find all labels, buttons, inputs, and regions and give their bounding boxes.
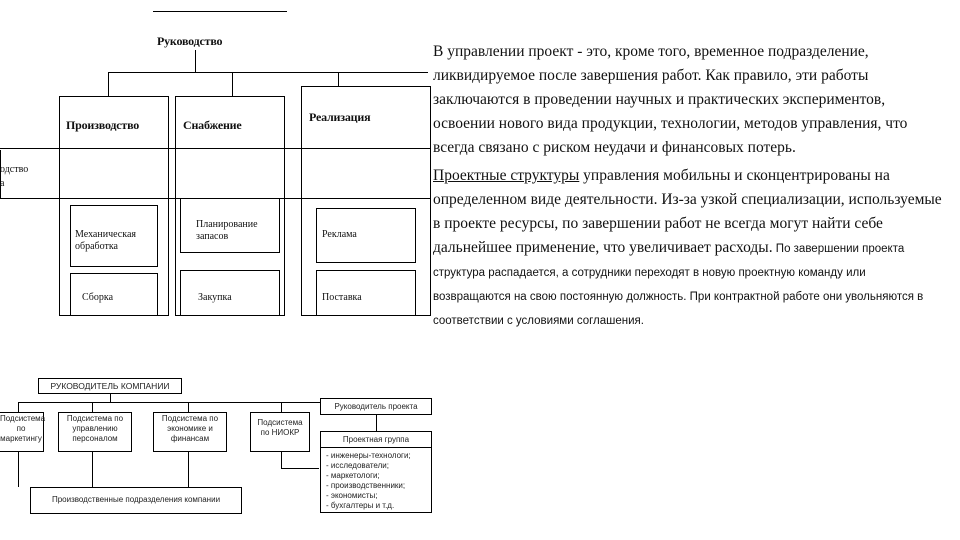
rnd-subsystem-label: Подсистема по НИОКР [257, 418, 303, 437]
group-member: - производственники; [326, 481, 406, 490]
connector [376, 415, 377, 431]
finance-subsystem-label: Подсистема по экономике и финансам [161, 414, 219, 443]
group-member: - исследователи; [326, 461, 389, 470]
connector [18, 452, 19, 487]
group-member: - маркетологи; [326, 471, 380, 480]
connector [92, 402, 93, 412]
connector [92, 452, 93, 487]
group-member: - бухгалтеры и т.д. [326, 501, 395, 510]
project-manager-label: Руководитель проекта [334, 402, 418, 411]
paragraph-project-definition: В управлении проект - это, кроме того, временное подразделение, ликвидируемое после завершения работ. Как правило, эти работы заключаются в проведении научных и практических экспериментов, освоении нового вида продукции, технологии, методов управления, что всегда связано с риском неудачи и финансовых потерь. [433, 43, 908, 156]
connector [188, 452, 189, 487]
cut-department-label: одство [0, 164, 29, 175]
paragraph-body: управления мобильны и сконцентрированы на определенном виде деятельности. Из-за узкой специализации, используемые в проекте ресурсы, по завершении работ не всегда могут найти себе дальнейшее применение, что увеличивает расходы. [433, 167, 942, 256]
purchase-label: Закупка [198, 292, 232, 303]
connector [18, 402, 19, 412]
paragraph-small-text: По завершении проекта структура распадается, а сотрудники переходят в новую проектную команду или возвращаются на свою постоянную должность. При контрактной работе они увольняются в соответствии с условиями соглашения. [433, 243, 924, 327]
text-column [433, 40, 945, 332]
connector [108, 72, 428, 73]
assembly-label: Сборка [82, 292, 114, 303]
delivery-label: Поставка [322, 292, 362, 303]
production-units-label: Производственные подразделения компании [51, 495, 221, 504]
cut-department-label: а [0, 178, 5, 189]
connector [110, 394, 111, 402]
mechanical-processing-label: Механическая обработка [75, 229, 136, 252]
marketing-subsystem-label: Подсистема по маркетингу [0, 414, 46, 443]
group-divider [320, 447, 432, 448]
connector [281, 468, 319, 469]
connector [195, 50, 196, 72]
connector [232, 72, 233, 96]
connector [18, 402, 320, 403]
crop-mask [0, 316, 432, 356]
term-project-structures: Проектные структуры [433, 167, 580, 184]
connector [281, 402, 282, 412]
divider-line [0, 148, 431, 149]
connector [281, 452, 282, 468]
group-member: - экономисты; [326, 491, 378, 500]
connector [338, 72, 339, 86]
advertising-label: Реклама [322, 229, 357, 240]
paragraph-project-structures [433, 164, 945, 332]
stock-planning-label: Планирование запасов [196, 219, 258, 242]
project-group-title: Проектная группа [342, 435, 410, 444]
sales-label: Реализация [309, 110, 371, 124]
root-management-label: Руководство [157, 34, 223, 48]
connector [188, 402, 189, 412]
connector [108, 72, 109, 96]
company-head-label: РУКОВОДИТЕЛЬ КОМПАНИИ [50, 381, 170, 391]
supply-label: Снабжение [183, 118, 242, 132]
hr-subsystem-label: Подсистема по управлению персоналом [66, 414, 124, 443]
top-rule [153, 11, 287, 12]
production-label: Производство [66, 118, 140, 132]
group-member: - инженеры-технологи; [326, 451, 411, 460]
